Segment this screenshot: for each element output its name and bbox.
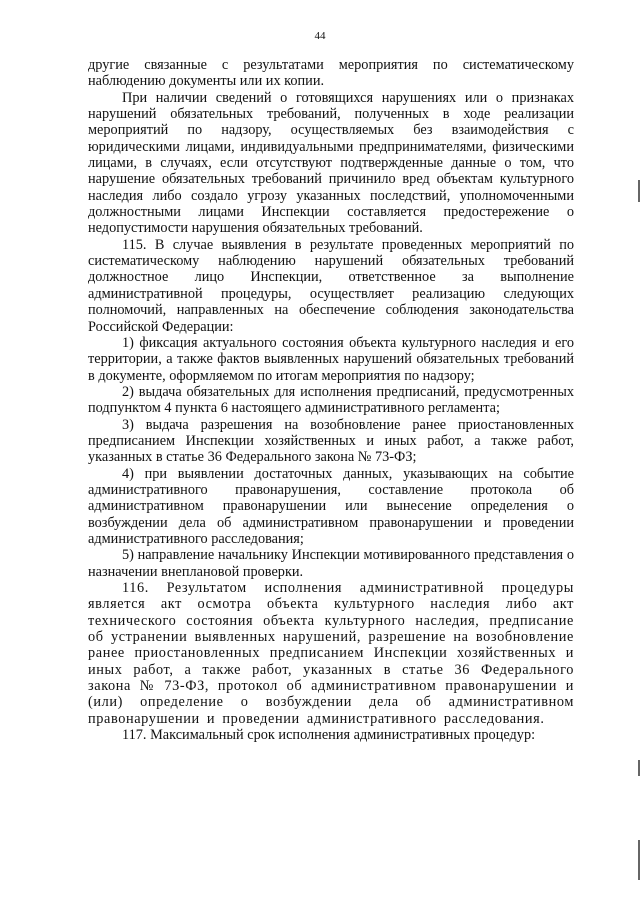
paragraph-117: 117. Максимальный срок исполнения административных процедур: [122, 727, 536, 744]
list-item-4: 4) при выявлении достаточных данных, указывающих на событие административного правонарушения, составление протокола об административном правонарушении или вынесение определения о возбуждении дела об административном правонарушении и проведении административного расследования; [88, 465, 574, 547]
paragraph-116: 116. Результатом исполнения административной процедуры является акт осмотра объекта культурного наследия либо акт технического состояния объекта культурного наследия, предписание об устранении выявленных нарушений, разрешение на возобновление ранее приостановленных предписанием Инспекции хозяйственных и иных работ, а также работ, указанных в статье 36 Федерального закона № 73-ФЗ, протокол об административном правонарушении и (или) определение о возбуждении дела об административном правонарушении и проведении административного расследования. [88, 580, 574, 727]
list-item-1: 1) фиксация актуального состояния объекта культурного наследия и его территории, а также фактов выявленных нарушений обязательных требований в документе, оформляемом по итогам мероприятия по надзору; [88, 334, 574, 384]
list-item-5: 5) направление начальнику Инспекции мотивированного представления о назначении внеплановой проверки. [88, 547, 574, 580]
paragraph-continuation: другие связанные с результатами мероприятия по систематическому наблюдению документы или их копии. [88, 57, 574, 90]
list-item-3: 3) выдача разрешения на возобновление ранее приостановленных предписанием Инспекции хозяйственных и иных работ, а также работ, указанных в статье 36 Федерального закона № 73-ФЗ; [88, 416, 574, 466]
list-item-2: 2) выдача обязательных для исполнения предписаний, предусмотренных подпунктом 4 пункта 6 настоящего административного регламента; [88, 383, 574, 417]
paragraph-115: 115. В случае выявления в результате проведенных мероприятий по систематическому наблюдению нарушений обязательных требований должностное лицо Инспекции, ответственное за выполнение административной процедуры, осуществляет реализацию следующих полномочий, направленных на обеспечение соблюдения законодательства Российской Федерации: [88, 236, 574, 335]
paragraph-warning: При наличии сведений о готовящихся нарушениях или о признаках нарушений обязательных требований, полученных в ходе реализации мероприятий по надзору, осуществляемых без взаимодействия с юридическими лицами, индивидуальными предпринимателями, физическими лицами, в случаях, если отсутствуют подтвержденные данные о том, что нарушение обязательных требований причинило вред объектам культурного наследия либо создало угрозу указанных последствий, уполномоченными должностными лицами Инспекции составляется предостережение о недопустимости нарушения обязательных требований. [88, 89, 574, 237]
page-number: 44 [314, 30, 326, 42]
document-body [88, 57, 574, 743]
